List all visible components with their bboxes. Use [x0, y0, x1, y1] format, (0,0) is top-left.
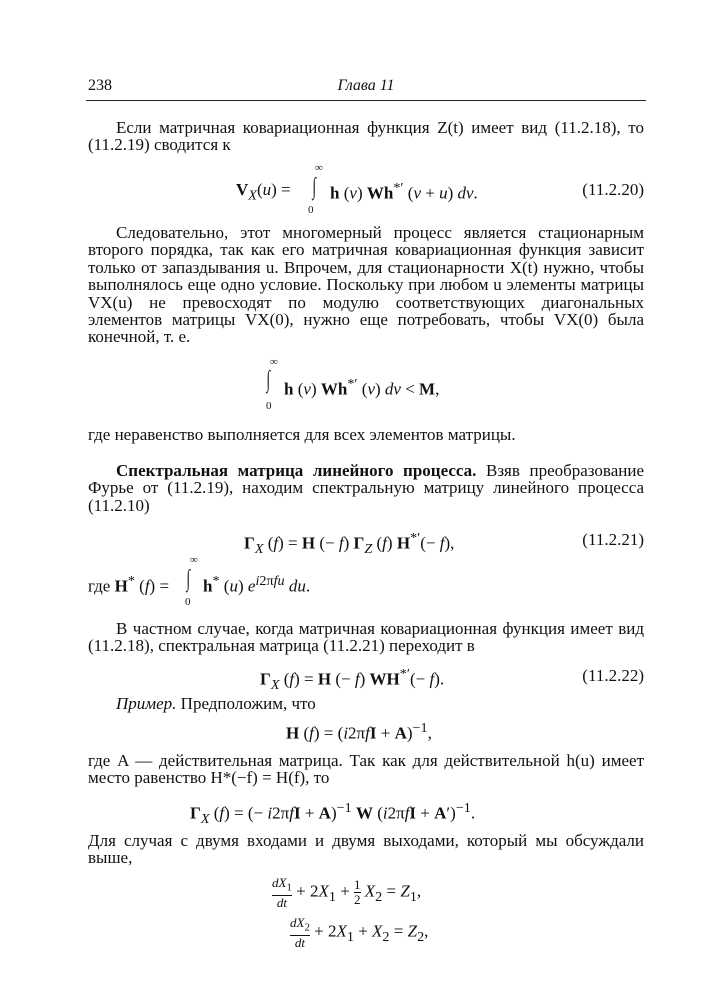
fraction: $\frac{dX_1}{dt}$ — [272, 875, 292, 910]
paragraph-3: где неравенство выполняется для всех элементов матрицы. — [88, 425, 516, 444]
upper-limit: ∞ — [315, 162, 323, 174]
paragraph-6-body: Предположим, что — [180, 694, 316, 713]
eq-11-2-22-body: $\Gamma_X$ (f) = H (− f) WH*′(− f). — [260, 666, 445, 694]
eq-11-2-20-rhs: h (v) Wh*′ (v + u) dv. — [330, 180, 478, 203]
upper-limit: ∞ — [190, 554, 198, 566]
equation-h-f: H $(f) = (i2\pi fI + A)^{-1}$, — [286, 720, 432, 743]
lower-limit: 0 — [185, 596, 191, 608]
lower-limit: 0 — [266, 400, 272, 412]
upper-limit: ∞ — [270, 356, 278, 368]
eq-label-11-2-21: (11.2.21) — [582, 530, 644, 549]
fraction: $\frac{dX_2}{dt}$ — [290, 915, 310, 950]
eq-label-11-2-22: (11.2.22) — [582, 666, 644, 685]
integral-sign: ∫ — [186, 566, 191, 592]
equation-gamma-result: $\Gamma_X$ (f) = (− i2πfI + A)$^{-1}$ W $(i2\pi fI + A')^{-1}$. — [190, 800, 476, 828]
h-star-def-rhs: h* (u) $e^{i2\pi fu}$ du. — [203, 573, 311, 596]
header-rule — [86, 100, 646, 101]
paragraph-6 — [88, 695, 644, 712]
eq-label-11-2-20: (11.2.20) — [582, 180, 644, 199]
h-star-def-lhs: где H* (f) = — [88, 573, 170, 596]
paragraph-1: Если матричная ковариационная функция Z(t) имеет вид (11.2.18), то (11.2.19) сводится к — [88, 118, 644, 155]
paragraph-8: Для случая с двумя входами и двумя выходами, который мы обсуждали выше, — [88, 831, 644, 868]
example-lead: Пример. — [116, 694, 177, 713]
integral-sign: ∫ — [266, 367, 271, 393]
section-heading: Спектральная матрица линейного процесса. — [116, 461, 477, 480]
system-equation-2: $\frac{dX_2}{dt}$ + $2X_1 + X_2 = Z_2$, — [290, 915, 429, 950]
paragraph-4-body: Взяв преобразование Фурье от (11.2.19), находим спектральную матрицу линейного процесса (11.2.10) — [88, 461, 645, 515]
eq-11-2-21-body: $\Gamma_X$ (f) = H (− f) $\Gamma_Z$ (f) H*′(− f), — [244, 530, 455, 558]
integral-sign: ∫ — [312, 174, 317, 200]
inequality-body: h (v) Wh*′ (v) dv < M, — [284, 376, 440, 399]
eq-11-2-20-lhs: $V_X(u)$ = — [236, 180, 291, 204]
chapter-title: Глава 11 — [337, 77, 395, 94]
paragraph-5: В частном случае, когда матричная ковариационная функция имеет вид (11.2.18), спектральная матрица (11.2.21) переходит в — [88, 619, 644, 656]
system-equation-1: $\frac{dX_1}{dt}$ + $2X_1$ + $\frac{1}{2}$ $X_2 = Z_1$, — [272, 875, 422, 910]
paragraph-7: где A — действительная матрица. Так как для действительной h(u) имеет место равенство H*(−f) = H(f), то — [88, 751, 644, 788]
running-header — [88, 77, 644, 99]
page-number: 238 — [88, 77, 112, 94]
paragraph-4 — [88, 462, 644, 514]
fraction: $\frac{1}{2}$ — [354, 877, 361, 908]
paragraph-2: Следовательно, этот многомерный процесс является стационарным второго порядка, так как его матричная ковариационная функция зависит только от запаздывания u. Впрочем, для стационарности X(t) нужно, чтобы выполнялось еще одно условие. Поскольку при любом u элементы матрицы VX(u) не превосходят по модулю соответствующих диагональных элементов матрицы VX(0), нужно еще потребовать, чтобы VX(0) была конечной, т. е. — [88, 223, 644, 347]
lower-limit: 0 — [308, 204, 314, 216]
